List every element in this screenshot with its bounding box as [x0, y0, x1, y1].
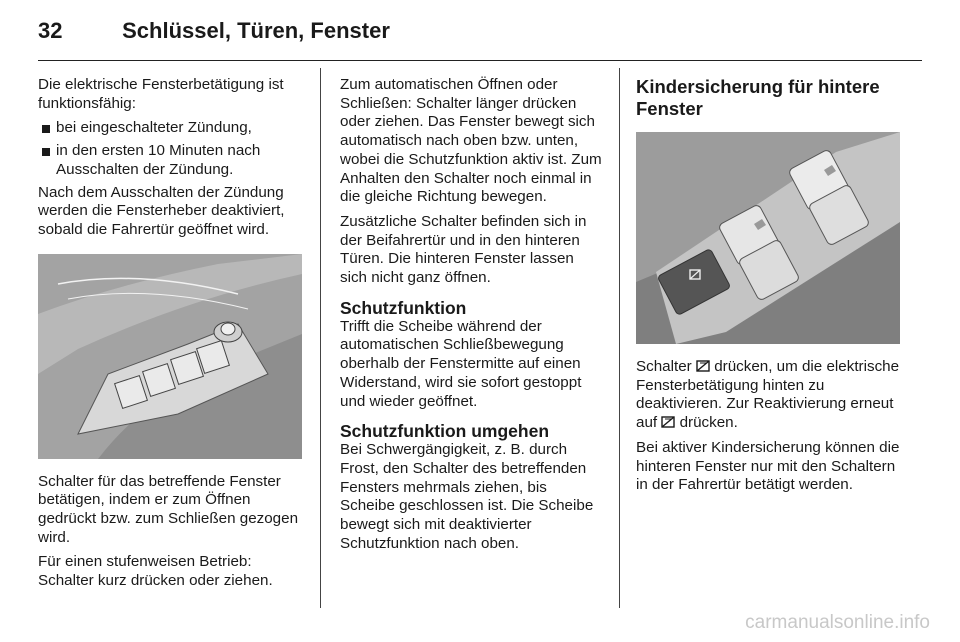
paragraph: Zum automatischen Öffnen oder Schließen: Schalter länger drücken oder ziehen. Das Fenster bewegt sich automatisch nach oben bzw. unten, wobei die Schutzfunktion aktiv ist. Zum Anhalten den Schalter noch einmal in die gleiche Richtung bewegen. — [340, 76, 602, 206]
window-switch-illustration — [38, 254, 302, 459]
page-number: 32 — [38, 18, 63, 43]
page-header — [38, 18, 390, 44]
column-1 — [38, 76, 306, 597]
intro-text: Die elektrische Fensterbetätigung ist funktionsfähig: — [38, 76, 284, 112]
bullet-item: bei eingeschalteter Zündung, — [38, 119, 306, 138]
section-title: Kindersicherung für hintere Fenster — [636, 76, 880, 119]
page-title: Schlüssel, Türen, Fenster — [122, 18, 390, 43]
bullet-item: in den ersten 10 Minuten nach Ausschalten der Zündung. — [38, 142, 306, 179]
column-divider-1 — [320, 68, 321, 608]
column-2 — [340, 76, 603, 559]
child-lock-icon — [696, 360, 710, 372]
child-lock-icon — [661, 416, 675, 428]
section-heading: Schutzfunktion umgehen — [340, 421, 550, 442]
paragraph: Nach dem Ausschalten der Zündung werden die Fensterheber deaktiviert, sobald die Fahrertür geöffnet wird. — [38, 183, 285, 238]
child-lock-illustration — [636, 132, 900, 344]
paragraph: Trifft die Scheibe während der automatischen Schließbewegung oberhalb der Fenstermitte auf einen Widerstand, wird sie sofort gestoppt und wieder geöffnet. — [340, 317, 582, 410]
header-rule — [38, 60, 922, 61]
paragraph: Bei aktiver Kindersicherung können die hinteren Fenster nur mit den Schaltern in der Fahrertür betätigt werden. — [636, 438, 900, 494]
paragraph: Schalter für das betreffende Fenster betätigen, indem er zum Öffnen gedrückt bzw. zum Schließen gezogen wird. — [38, 472, 299, 546]
paragraph: Bei Schwergängigkeit, z. B. durch Frost, den Schalter des betreffenden Fensters mehrmals ziehen, bis Scheibe geschlossen ist. Die Scheibe bewegt sich mit deaktivierter Schutzfunktion nach oben. — [340, 441, 594, 552]
paragraph: Für einen stufenweisen Betrieb: Schalter kurz drücken oder ziehen. — [38, 553, 273, 590]
paragraph: Schalter drücken, um die elektrische Fensterbetätigung hinten zu deaktivieren. Zur Reaktivierung erneut auf drücken. — [636, 358, 900, 432]
paragraph: Zusätzliche Schalter befinden sich in der Beifahrertür und in den hinteren Türen. Die hinteren Fenster lassen sich nicht ganz öffnen. — [340, 212, 587, 287]
column-divider-2 — [619, 68, 620, 608]
section-heading: Schutzfunktion — [340, 297, 467, 318]
watermark: carmanualsonline.info — [745, 612, 930, 633]
column-3 — [636, 76, 904, 501]
